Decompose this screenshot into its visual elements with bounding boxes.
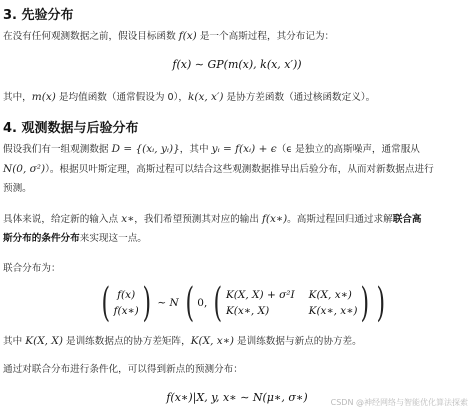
text: 假设我们有一组观测数据 — [3, 144, 112, 155]
vector-bottom: f(x∗) — [113, 305, 139, 317]
text: （ϵ 是独立的高斯噪声，通常服从 — [276, 144, 420, 155]
math-kxxstar: K(X, x∗) — [190, 335, 234, 347]
math-kxx: K(X, X) — [25, 335, 63, 347]
text: ）。根据贝叶斯定理，高斯过程可以结合这些观测数据推导出后验分布，从而对新数据点进行 — [45, 164, 434, 175]
text: ，其中 — [179, 144, 212, 155]
section-3-heading: 3. 先验分布 — [3, 8, 74, 23]
left-paren: ( — [101, 280, 111, 326]
section-4-paragraph-1-line-3: 预测。 — [3, 183, 32, 194]
section-4-paragraph-2-line-1 — [3, 209, 421, 230]
predictive-equation: f(x∗)|X, y, x∗ ∼ N(μ∗, σ∗) — [166, 391, 308, 404]
math-fxstar: f(x∗) — [262, 213, 288, 225]
bold-text: 联合高 — [392, 214, 422, 225]
math-kernel: k(x, x′) — [187, 91, 224, 103]
section-4-paragraph-3 — [3, 331, 362, 352]
text: 具体来说，给定新的输入点 — [3, 214, 122, 225]
math-fx: f(x) — [178, 30, 197, 42]
matrix-cell-12: K(X, x∗) — [308, 289, 352, 301]
math-noise: N(0, σ²) — [3, 163, 46, 175]
section-3-note — [3, 87, 375, 108]
vector-top: f(x) — [117, 289, 136, 301]
math-xstar: x∗ — [121, 213, 135, 225]
vector — [114, 287, 139, 319]
matrix-left-paren: ( — [213, 280, 223, 326]
math-observation: yᵢ = f(xᵢ) + ϵ — [211, 143, 277, 155]
section-4-paragraph-2-line-2 — [3, 229, 147, 249]
zero-mean: 0, — [197, 297, 208, 309]
prior-equation: f(x) ∼ GP(m(x), k(x, x′)) — [172, 58, 302, 71]
text: 是训练数据与新点的协方差。 — [233, 336, 362, 347]
math-mean: m(x) — [31, 91, 56, 103]
text: 其中， — [3, 92, 32, 103]
sim-normal: ∼ N — [157, 297, 179, 309]
math-dataset: D = {(xᵢ, yᵢ)} — [111, 143, 180, 155]
text: 其中 — [3, 336, 26, 347]
matrix-cell-22: K(x∗, x∗) — [308, 305, 358, 317]
section-3-paragraph — [3, 26, 334, 47]
matrix-cell-11: K(X, X) + σ²I — [225, 289, 295, 301]
section-4-paragraph-1-line-1 — [3, 139, 420, 160]
big-left-paren: ( — [185, 280, 194, 326]
big-right-paren: ) — [376, 280, 386, 326]
text: 。高斯过程回归通过求解 — [287, 214, 393, 225]
section-4-paragraph-1-line-2 — [3, 159, 434, 180]
right-paren: ) — [142, 280, 151, 326]
watermark: CSDN @神经网络与智能优化算法探索 — [330, 398, 468, 407]
text: 是协方差函数（通过核函数定义）。 — [223, 92, 376, 103]
text: 在没有任何观测数据之前，假设目标函数 — [3, 31, 179, 42]
matrix-right-paren: ) — [360, 280, 370, 326]
text: 来实现这一点。 — [79, 233, 147, 244]
section-4-heading: 4. 观测数据与后验分布 — [3, 121, 139, 136]
text: 是一个高斯过程，其分布记为： — [196, 31, 335, 42]
text: 是均值函数（通常假设为 0）， — [55, 92, 188, 103]
joint-distribution-label: 联合分布为： — [3, 263, 61, 274]
text: ，我们希望预测其对应的输出 — [134, 214, 263, 225]
bold-text: 斯分布的条件分布 — [3, 233, 80, 244]
joint-distribution-equation — [98, 280, 389, 326]
section-4-paragraph-4: 通过对联合分布进行条件化，可以得到新点的预测分布： — [3, 364, 243, 375]
text: 是训练数据点的协方差矩阵， — [62, 336, 191, 347]
covariance-matrix — [226, 287, 358, 319]
matrix-cell-21: K(x∗, X) — [225, 305, 270, 317]
